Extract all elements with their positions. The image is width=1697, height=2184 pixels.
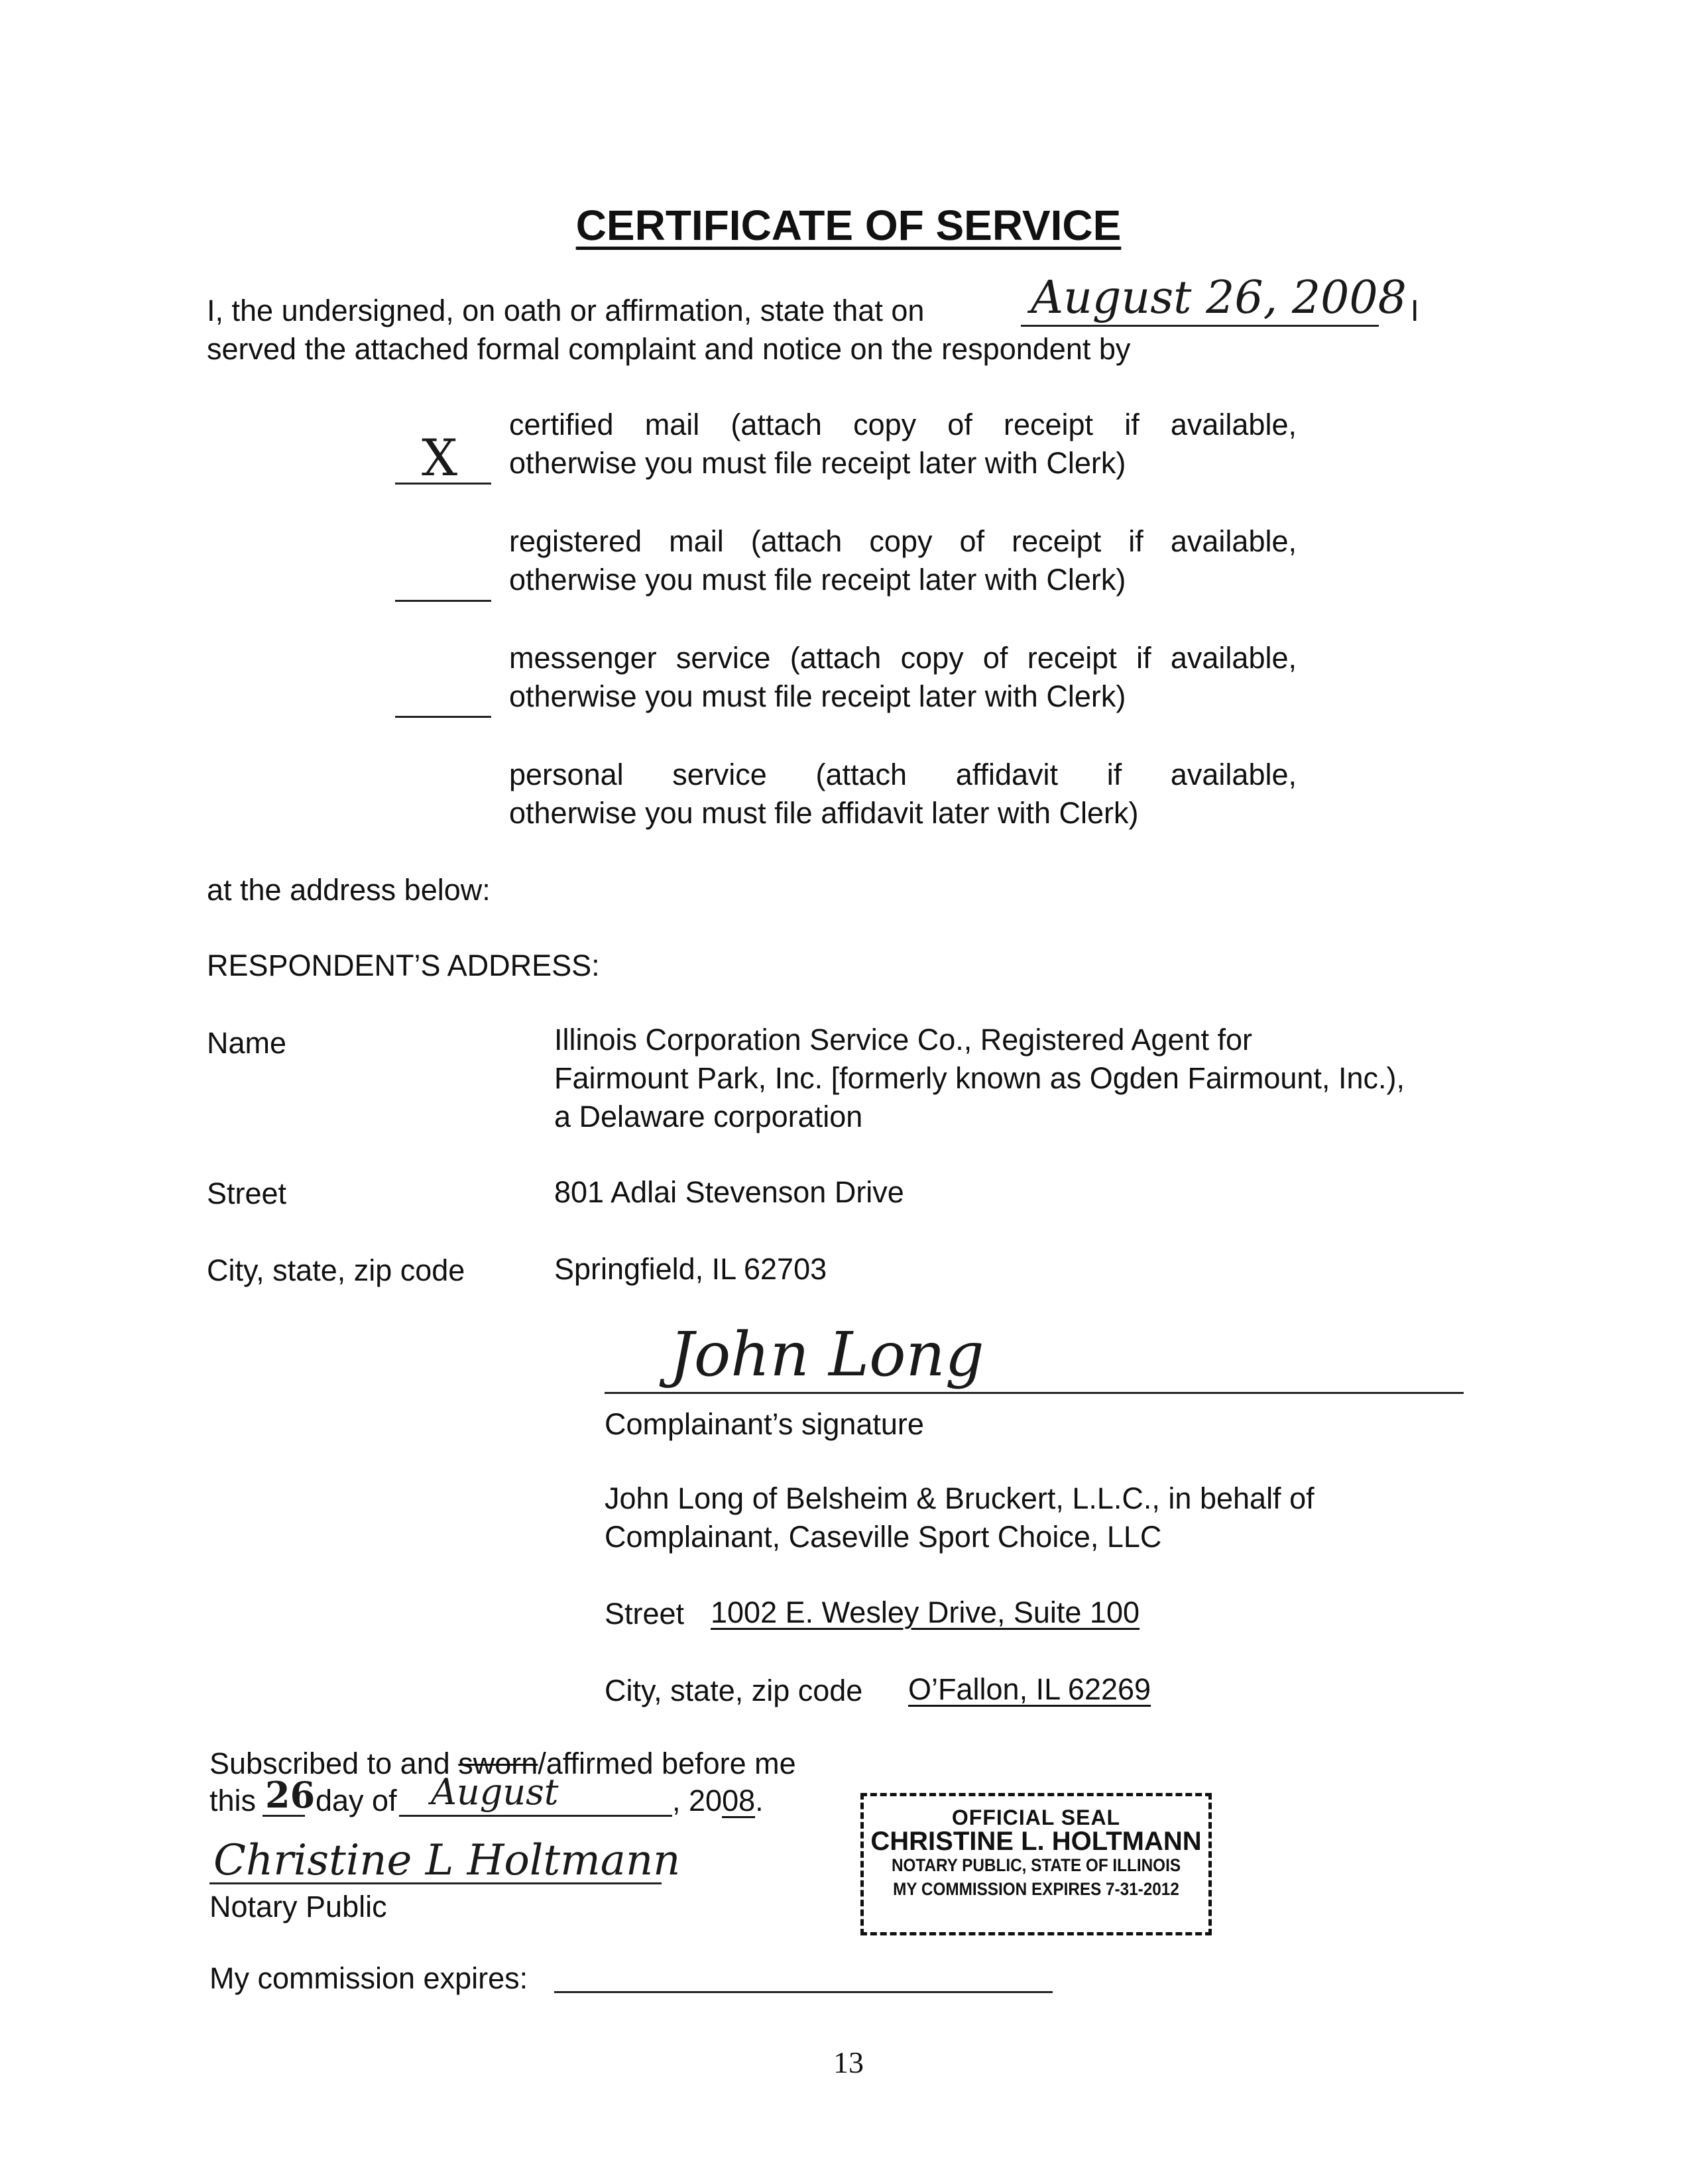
- complainant-line-1: John Long of Belsheim & Bruckert, L.L.C., in behalf of: [605, 1481, 1315, 1515]
- seal-line-3: NOTARY PUBLIC, STATE OF ILLINOIS: [891, 1855, 1181, 1875]
- handwritten-month: August: [431, 1771, 559, 1813]
- day-of-label: day of: [316, 1784, 397, 1817]
- at-address-text: at the address below:: [207, 873, 491, 907]
- this-label: this: [209, 1784, 257, 1817]
- complainant-signature: John Long: [670, 1319, 984, 1390]
- messenger-blank: [395, 716, 491, 718]
- intro-line-2: served the attached formal complaint and notice on the respondent by: [207, 332, 1131, 366]
- year-text: , 2008.: [672, 1784, 764, 1817]
- notary-signature-line: [209, 1882, 662, 1884]
- respondent-name-line-1: Illinois Corporation Service Co., Registered Agent for: [554, 1023, 1253, 1057]
- seal-line-4: MY COMMISSION EXPIRES 7-31-2012: [893, 1879, 1179, 1899]
- notary-public-label: Notary Public: [209, 1890, 387, 1924]
- seal-line-2: CHRISTINE L. HOLTMANN: [870, 1827, 1202, 1856]
- respondent-street-label: Street: [207, 1177, 287, 1210]
- method-messenger-line-1: messenger service (attach copy of receipt if available,: [509, 641, 1297, 675]
- respondent-street: 801 Adlai Stevenson Drive: [554, 1175, 904, 1209]
- respondent-city: Springfield, IL 62703: [554, 1252, 827, 1286]
- commission-expires-label: My commission expires:: [209, 1961, 528, 1995]
- complainant-street-label: Street: [605, 1597, 685, 1631]
- subscribed-line: Subscribed to and sworn/affirmed before me: [209, 1747, 796, 1780]
- respondent-name-line-3: a Delaware corporation: [554, 1100, 863, 1133]
- method-registered-line-2: otherwise you must file receipt later with Clerk): [509, 563, 1126, 597]
- complainant-signature-label: Complainant’s signature: [605, 1407, 924, 1441]
- official-seal-stamp: [860, 1793, 1212, 1935]
- month-underline: [399, 1815, 672, 1817]
- notary-signature: Christine L Holtmann: [213, 1836, 681, 1885]
- complainant-line-2: Complainant, Caseville Sport Choice, LLC: [605, 1520, 1162, 1554]
- intro-line-1: I, the undersigned, on oath or affirmation, state that on: [207, 294, 925, 327]
- intro-tail-i: I: [1411, 294, 1419, 327]
- complainant-city-label: City, state, zip code: [605, 1674, 863, 1707]
- method-registered-line-1: registered mail (attach copy of receipt if available,: [509, 524, 1297, 558]
- page-title: CERTIFICATE OF SERVICE: [575, 201, 1122, 249]
- respondent-city-label: City, state, zip code: [207, 1253, 465, 1287]
- complainant-street: 1002 E. Wesley Drive, Suite 100: [711, 1595, 1140, 1629]
- seal-line-1: OFFICIAL SEAL: [951, 1806, 1121, 1829]
- certified-checkmark: X: [422, 428, 458, 487]
- handwritten-date: August 26, 2008: [1031, 272, 1407, 324]
- complainant-city: O’Fallon, IL 62269: [908, 1672, 1151, 1706]
- commission-expires-line: [554, 1991, 1053, 1993]
- method-personal-line-2: otherwise you must file affidavit later with Clerk): [509, 796, 1139, 830]
- method-messenger-line-2: otherwise you must file receipt later with Clerk): [509, 679, 1126, 713]
- date-underline: [1021, 325, 1379, 327]
- method-certified-line-2: otherwise you must file receipt later with Clerk): [509, 446, 1126, 480]
- respondent-heading: RESPONDENT’S ADDRESS:: [207, 948, 600, 982]
- handwritten-day: 26: [265, 1774, 316, 1816]
- respondent-name-line-2: Fairmount Park, Inc. [formerly known as Ogden Fairmount, Inc.),: [554, 1061, 1405, 1095]
- respondent-name-label: Name: [207, 1026, 287, 1060]
- registered-blank: [395, 600, 491, 602]
- method-personal-line-1: personal service (attach affidavit if available,: [509, 758, 1297, 791]
- method-certified-line-1: certified mail (attach copy of receipt if available,: [509, 408, 1297, 441]
- page-number: 13: [833, 2045, 864, 2079]
- complainant-signature-line: [605, 1392, 1464, 1394]
